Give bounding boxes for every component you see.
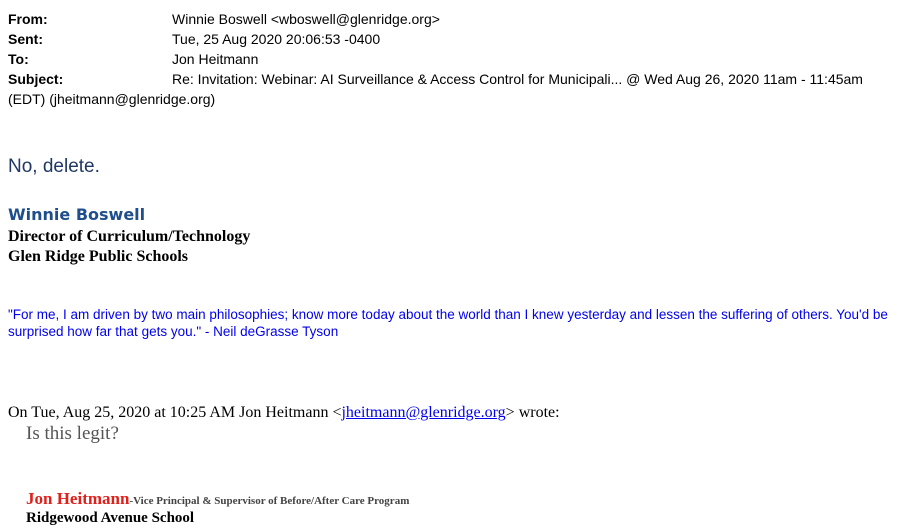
quoted-sender-name: Jon Heitmann: [26, 489, 130, 508]
quoted-sender-title: -Vice Principal & Supervisor of Before/After Care Program: [129, 495, 410, 507]
sent-value: Tue, 25 Aug 2020 20:06:53 -0400: [172, 31, 381, 47]
signature-quote: "For me, I am driven by two main philosophies; know more today about the world than I knew yesterday and lessen the suffering of others. You'd be surprised how far that gets you." - Neil deGrasse Tyson: [8, 307, 888, 339]
attribution-email-link[interactable]: jheitmann@glenridge.org: [341, 404, 506, 421]
to-label: To:: [8, 51, 29, 67]
attribution-prefix: On Tue, Aug 25, 2020 at 10:25 AM Jon Heitmann <: [8, 404, 342, 421]
quoted-text: Is this legit?: [26, 423, 119, 444]
signature-organization: Glen Ridge Public Schools: [8, 248, 189, 265]
from-label: From:: [8, 11, 48, 27]
subject-value: Re: Invitation: Webinar: AI Surveillance & Access Control for Municipali... @ Wed Aug 26, 2020 11am - 11:45am (EDT) (jheitmann@glenridge.org): [8, 71, 863, 107]
reply-text: No, delete.: [8, 156, 100, 177]
quote-attribution: [8, 402, 560, 424]
signature-title: Director of Curriculum/Technology: [8, 228, 251, 245]
sent-label: Sent:: [8, 31, 43, 47]
attribution-suffix: > wrote:: [505, 404, 560, 421]
subject-label: Subject:: [8, 71, 64, 87]
to-value: Jon Heitmann: [172, 51, 259, 67]
quoted-sender-school: Ridgewood Avenue School: [26, 510, 195, 526]
from-value: Winnie Boswell <wboswell@glenridge.org>: [172, 11, 440, 27]
signature-name: Winnie Boswell: [8, 205, 146, 224]
